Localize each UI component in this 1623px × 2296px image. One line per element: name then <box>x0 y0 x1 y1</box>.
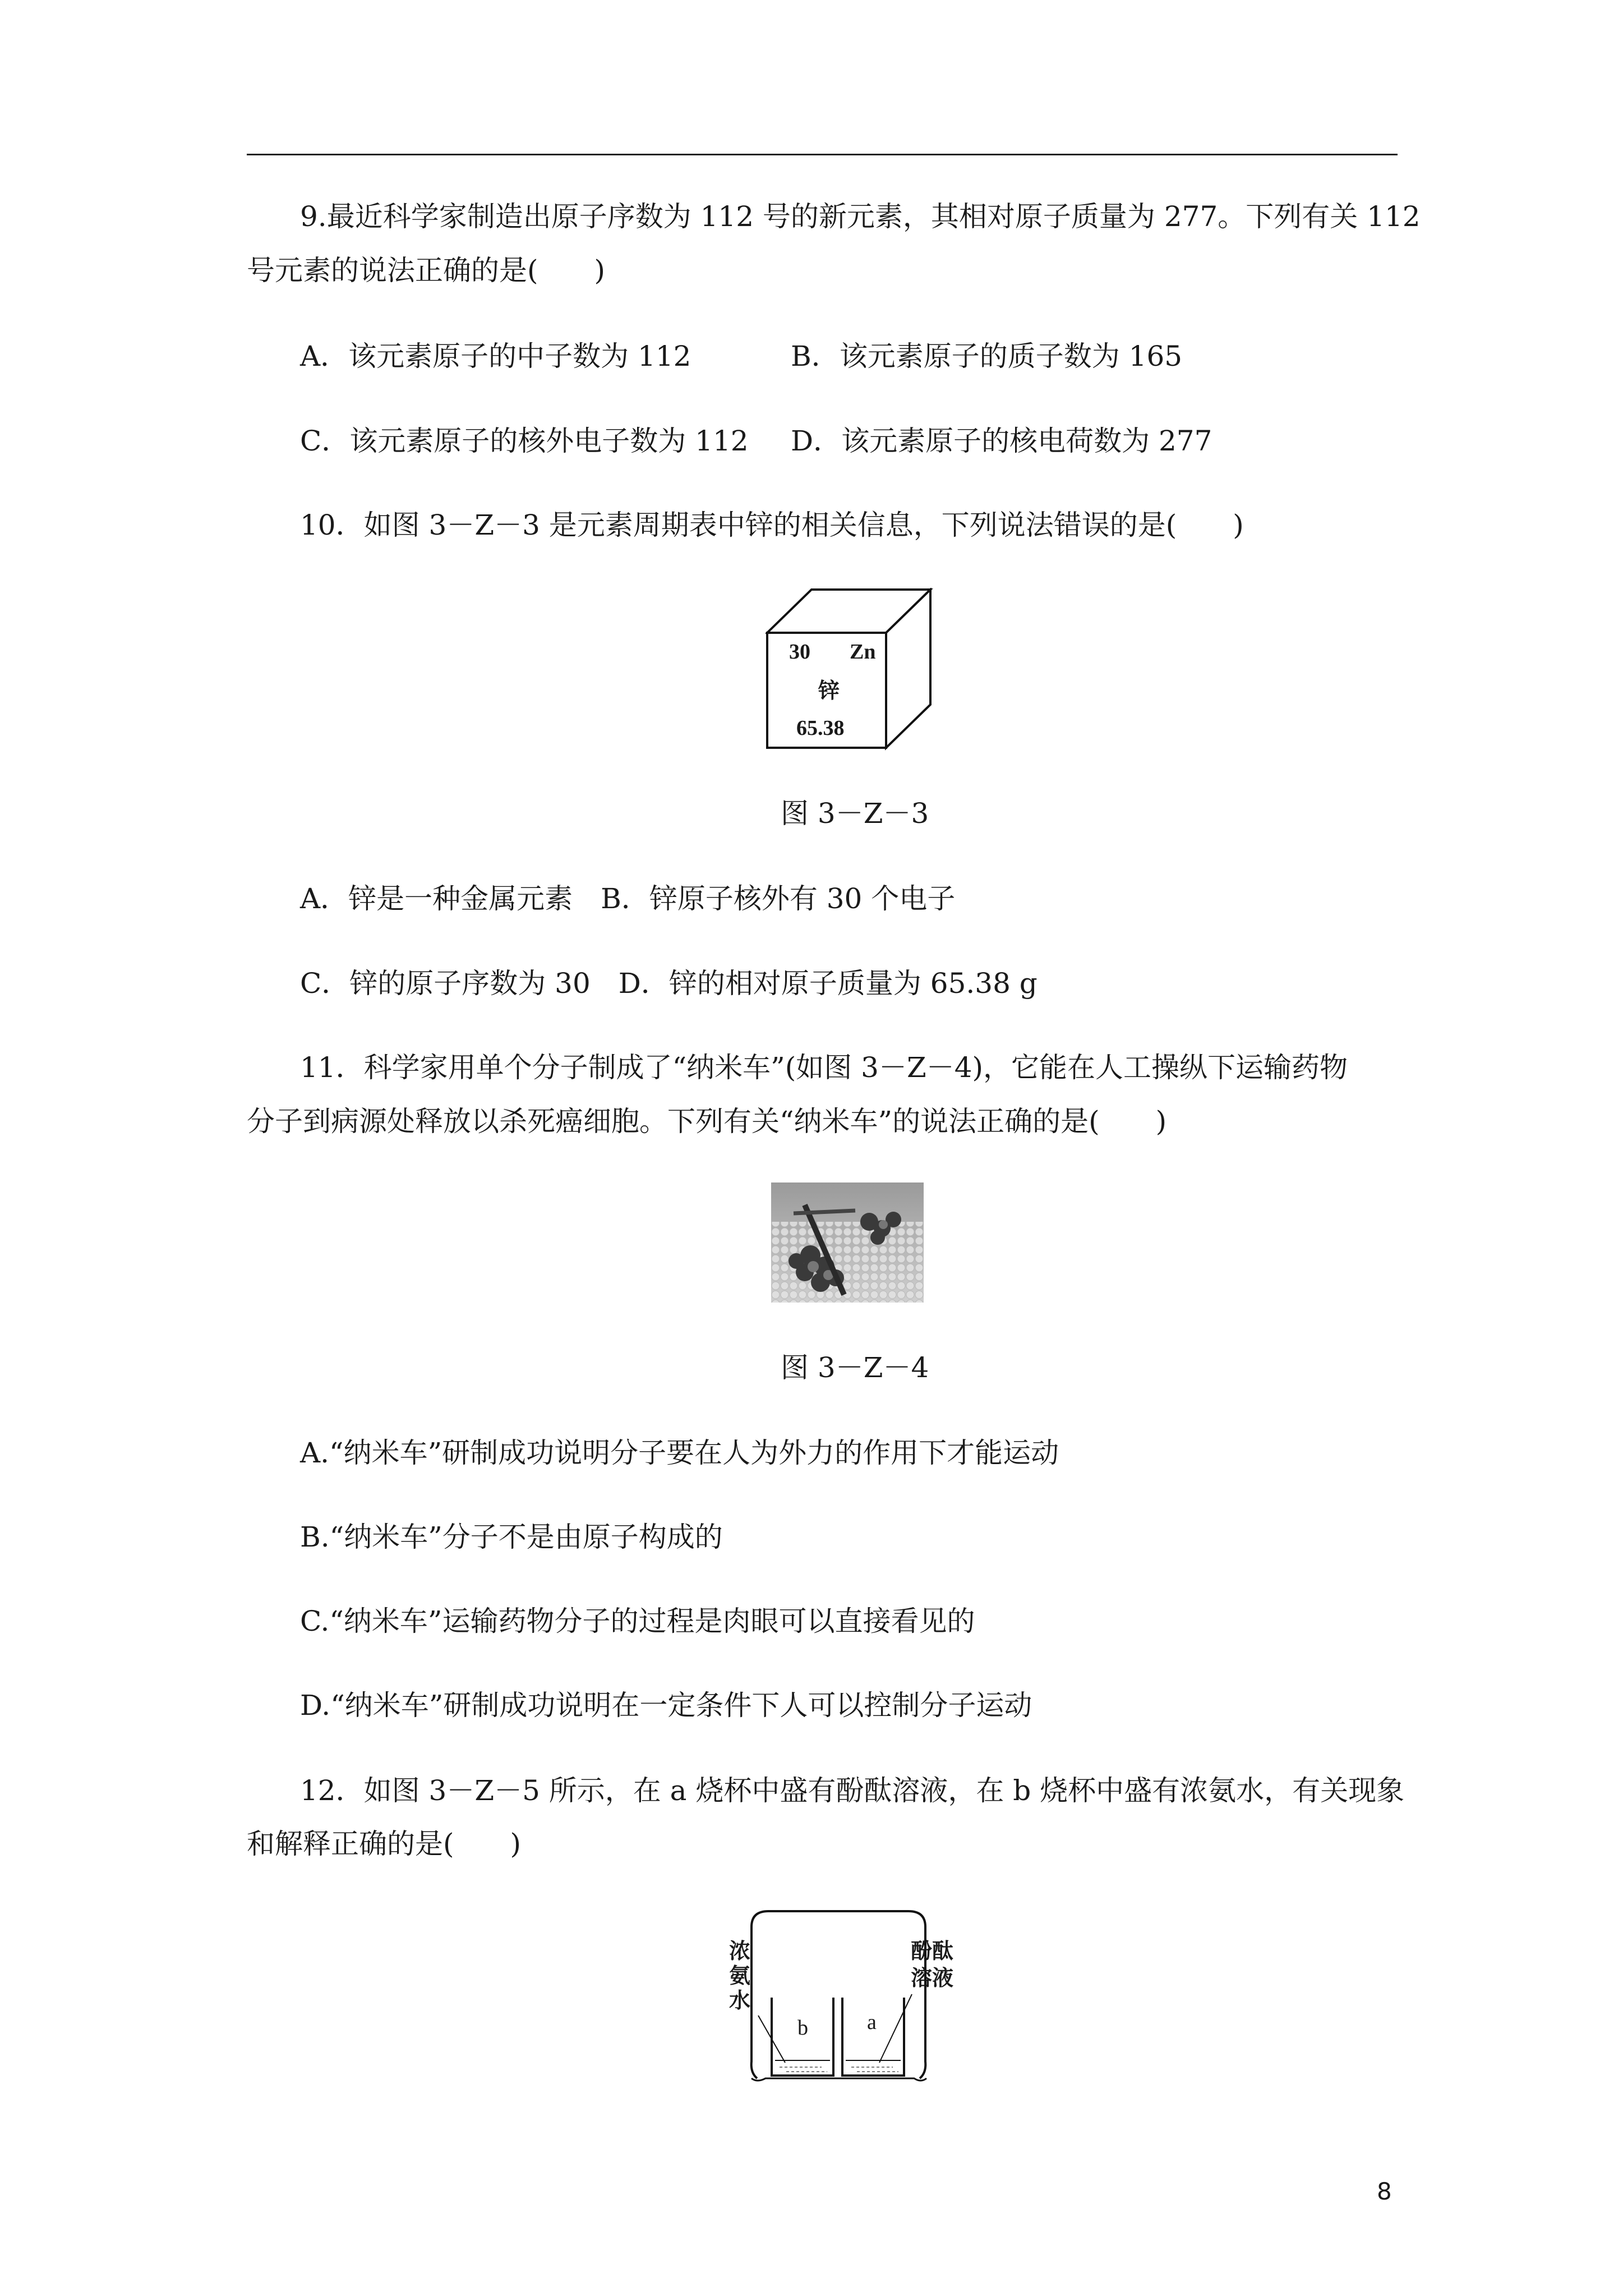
zinc-atomic-number: 30 <box>789 640 810 664</box>
q12-stem-line1: 12．如图 3－Z－5 所示，在 a 烧杯中盛有酚酞溶液，在 b 烧杯中盛有浓氨水，有关现象 <box>300 1774 1405 1807</box>
q11-option-a: A.“纳米车”研制成功说明分子要在人为外力的作用下才能运动 <box>300 1437 1059 1469</box>
zinc-cube-drawing <box>766 588 934 751</box>
q9-option-b: B．该元素原子的质子数为 165 <box>791 340 1183 372</box>
q9-option-d: D．该元素原子的核电荷数为 277 <box>791 425 1212 457</box>
zinc-element-cube-figure <box>766 588 934 751</box>
q9-option-a: A．该元素原子的中子数为 112 <box>300 340 691 372</box>
zinc-symbol: Zn <box>850 640 876 664</box>
beaker-a-label: a <box>867 2010 877 2034</box>
q11-option-d: D.“纳米车”研制成功说明在一定条件下人可以控制分子运动 <box>300 1689 1032 1722</box>
q9-stem-line1: 9.最近科学家制造出原子序数为 112 号的新元素，其相对原子质量为 277。下列有关 112 <box>300 200 1421 233</box>
phenolphthalein-label-1: 酚酞 <box>911 1940 954 1963</box>
header-rule <box>247 154 1398 155</box>
q10-options-line1: A．锌是一种金属元素 B．锌原子核外有 30 个电子 <box>300 882 956 915</box>
q9-option-c: C．该元素原子的核外电子数为 112 <box>300 425 749 457</box>
ammonia-label-2: 氨 <box>729 1964 751 1988</box>
ammonia-beaker-experiment-figure <box>723 1904 981 2090</box>
zinc-name: 锌 <box>818 679 840 703</box>
q10-options-line2: C．锌的原子序数为 30 D．锌的相对原子质量为 65.38 g <box>300 967 1038 1000</box>
q10-figure-caption: 图 3－Z－3 <box>781 797 929 830</box>
q11-stem-line2: 分子到病源处释放以杀死癌细胞。下列有关“纳米车”的说法正确的是( ) <box>247 1105 1167 1138</box>
q11-option-c: C.“纳米车”运输药物分子的过程是肉眼可以直接看见的 <box>300 1605 975 1637</box>
q11-figure-caption: 图 3－Z－4 <box>781 1351 929 1384</box>
q9-stem-line2: 号元素的说法正确的是( ) <box>247 254 606 287</box>
phenolphthalein-label-2: 溶液 <box>911 1967 954 1990</box>
q11-stem-line1: 11．科学家用单个分子制成了“纳米车”(如图 3－Z－4)，它能在人工操纵下运输药物 <box>300 1051 1348 1084</box>
page-number: 8 <box>1377 2178 1392 2205</box>
ammonia-label-1: 浓 <box>729 1940 751 1963</box>
q11-option-b: B.“纳米车”分子不是由原子构成的 <box>300 1521 723 1553</box>
nanocar-image <box>771 1182 924 1303</box>
beaker-b-label: b <box>797 2016 808 2040</box>
ammonia-label-3: 水 <box>729 1989 751 2013</box>
zinc-mass: 65.38 <box>796 716 845 740</box>
q12-stem-line2: 和解释正确的是( ) <box>247 1828 522 1860</box>
q10-stem: 10．如图 3－Z－3 是元素周期表中锌的相关信息，下列说法错误的是( ) <box>300 509 1244 541</box>
